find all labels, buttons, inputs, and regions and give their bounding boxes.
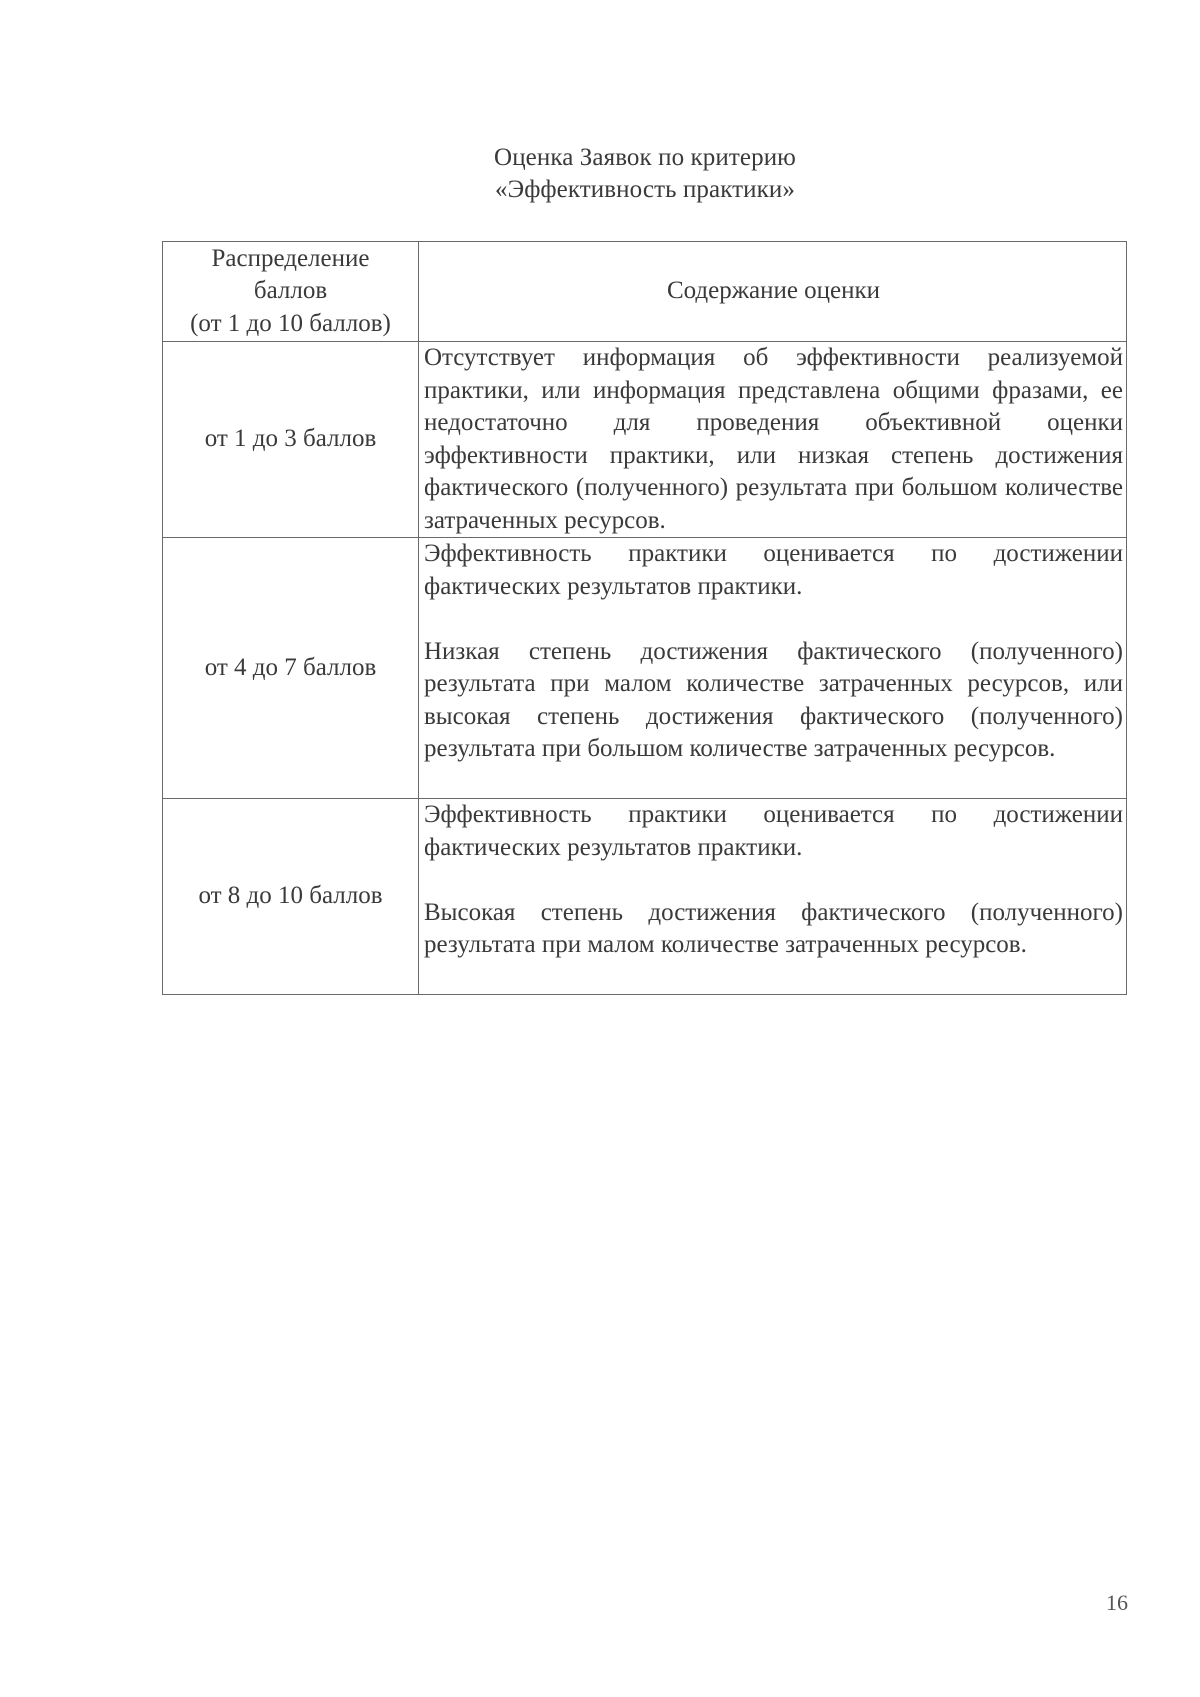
content-cell — [419, 538, 1127, 799]
content-paragraph: Отсутствует информация об эффективности реализуемой практики, или информация представлена общими фразами, ее недостаточно для проведения объективной оценки эффективности практики, или низкая степень достижения фактического (полученного) результата при большом количестве затраченных ресурсов. — [424, 344, 1123, 534]
title-line-1: Оценка Заявок по критерию — [494, 144, 796, 171]
paragraph-gap — [424, 603, 1123, 636]
header-score-line-1: Распределение — [211, 244, 370, 272]
table-header-row — [163, 242, 1127, 342]
table-row — [163, 538, 1127, 799]
score-cell — [163, 538, 419, 799]
header-score-line-2: баллов — [253, 277, 328, 305]
header-score-cell — [163, 242, 419, 342]
score-label: от 4 до 7 баллов — [204, 653, 377, 681]
score-cell — [163, 799, 419, 995]
score-label: от 1 до 3 баллов — [204, 425, 377, 453]
header-content-cell: Содержание оценки — [419, 242, 1127, 342]
criteria-table — [162, 241, 1127, 995]
paragraph-gap — [424, 864, 1123, 897]
score-label: от 8 до 10 баллов — [198, 882, 383, 910]
content-cell — [419, 799, 1127, 995]
content-paragraph: Эффективность практики оценивается по достижении фактических результатов практики. — [424, 540, 1123, 600]
table-row — [163, 799, 1127, 995]
title-line-2: «Эффективность практики» — [495, 176, 795, 203]
content-paragraph: Низкая степень достижения фактического (полученного) результата при малом количестве затраченных ресурсов, или высокая степень достижения фактического (полученного) результата при большом количестве затраченных ресурсов. — [424, 637, 1123, 762]
content-paragraph: Высокая степень достижения фактического (полученного) результата при малом количестве затраченных ресурсов. — [424, 898, 1123, 958]
document-title — [0, 142, 1200, 206]
score-cell — [163, 342, 419, 538]
header-score-line-3: (от 1 до 10 баллов) — [190, 309, 391, 337]
table-row — [163, 342, 1127, 538]
content-paragraph: Эффективность практики оценивается по достижении фактических результатов практики. — [424, 801, 1123, 861]
content-cell — [419, 342, 1127, 538]
page-number: 16 — [1106, 1590, 1128, 1615]
